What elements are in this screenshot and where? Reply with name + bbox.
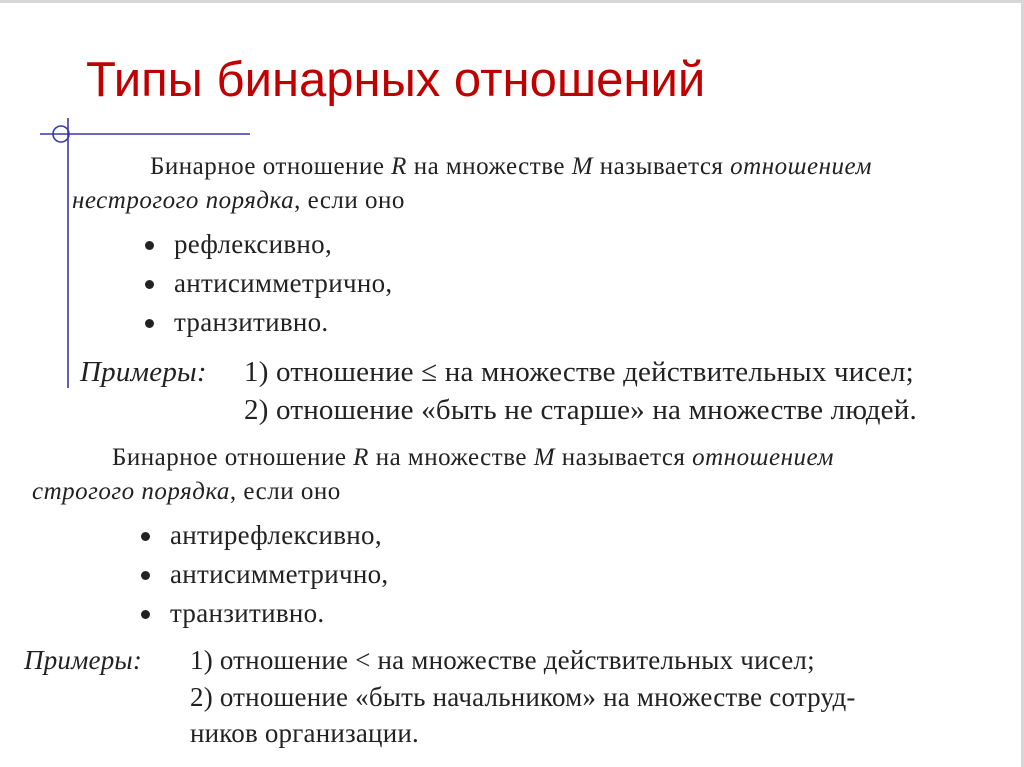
term-text: отношением: [730, 153, 872, 180]
relation-operator: <: [355, 645, 371, 675]
set-symbol: M: [533, 444, 556, 471]
example-text: 1) отношение: [190, 645, 356, 675]
strict-examples-label: Примеры:: [24, 645, 143, 675]
strict-definition-line1: [112, 444, 834, 472]
definition-text: на множестве: [406, 153, 572, 180]
strict-property-1: антирефлексивно,: [170, 520, 382, 550]
example-text: 1) отношение: [244, 356, 422, 388]
strict-example-2: 2) отношение «быть начальником» на множестве сотруд-: [190, 682, 856, 712]
strict-property-2: антисимметрично,: [170, 559, 389, 589]
relation-operator: ≤: [421, 356, 438, 388]
nonstrict-example-1: [244, 356, 914, 389]
slide-frame-top: [0, 0, 1024, 3]
relation-symbol: R: [353, 444, 369, 471]
definition-text: , если оно: [229, 478, 341, 505]
definition-text: называется: [555, 444, 693, 471]
term-text: отношением: [692, 444, 834, 471]
example-text: на множестве действительных чисел;: [370, 645, 815, 675]
nonstrict-definition-line2: [72, 187, 405, 215]
definition-text: Бинарное отношение: [112, 444, 354, 471]
nonstrict-example-2: 2) отношение «быть не старше» на множестве людей.: [244, 394, 917, 426]
strict-definition-line2: [32, 478, 341, 506]
nonstrict-definition-line1: [150, 153, 872, 181]
nonstrict-examples-label: Примеры:: [80, 356, 207, 388]
strict-example-1: [190, 645, 815, 676]
nonstrict-property-1: рефлексивно,: [174, 229, 333, 259]
definition-text: на множестве: [368, 444, 534, 471]
definition-text: называется: [593, 153, 731, 180]
strict-property-3: транзитивно.: [170, 598, 325, 628]
example-text: на множестве действительных чисел;: [437, 356, 914, 388]
relation-symbol: R: [391, 153, 407, 180]
nonstrict-property-3: транзитивно.: [174, 307, 329, 337]
term-text: строгого порядка: [32, 478, 230, 505]
strict-example-2-continued: ников организации.: [190, 718, 419, 748]
set-symbol: M: [571, 153, 594, 180]
slide-title: Типы бинарных отношений: [86, 53, 706, 107]
definition-text: , если оно: [294, 187, 405, 214]
definition-text: Бинарное отношение: [150, 153, 392, 180]
nonstrict-property-2: антисимметрично,: [174, 268, 393, 298]
term-text: нестрогого порядка: [72, 187, 295, 214]
